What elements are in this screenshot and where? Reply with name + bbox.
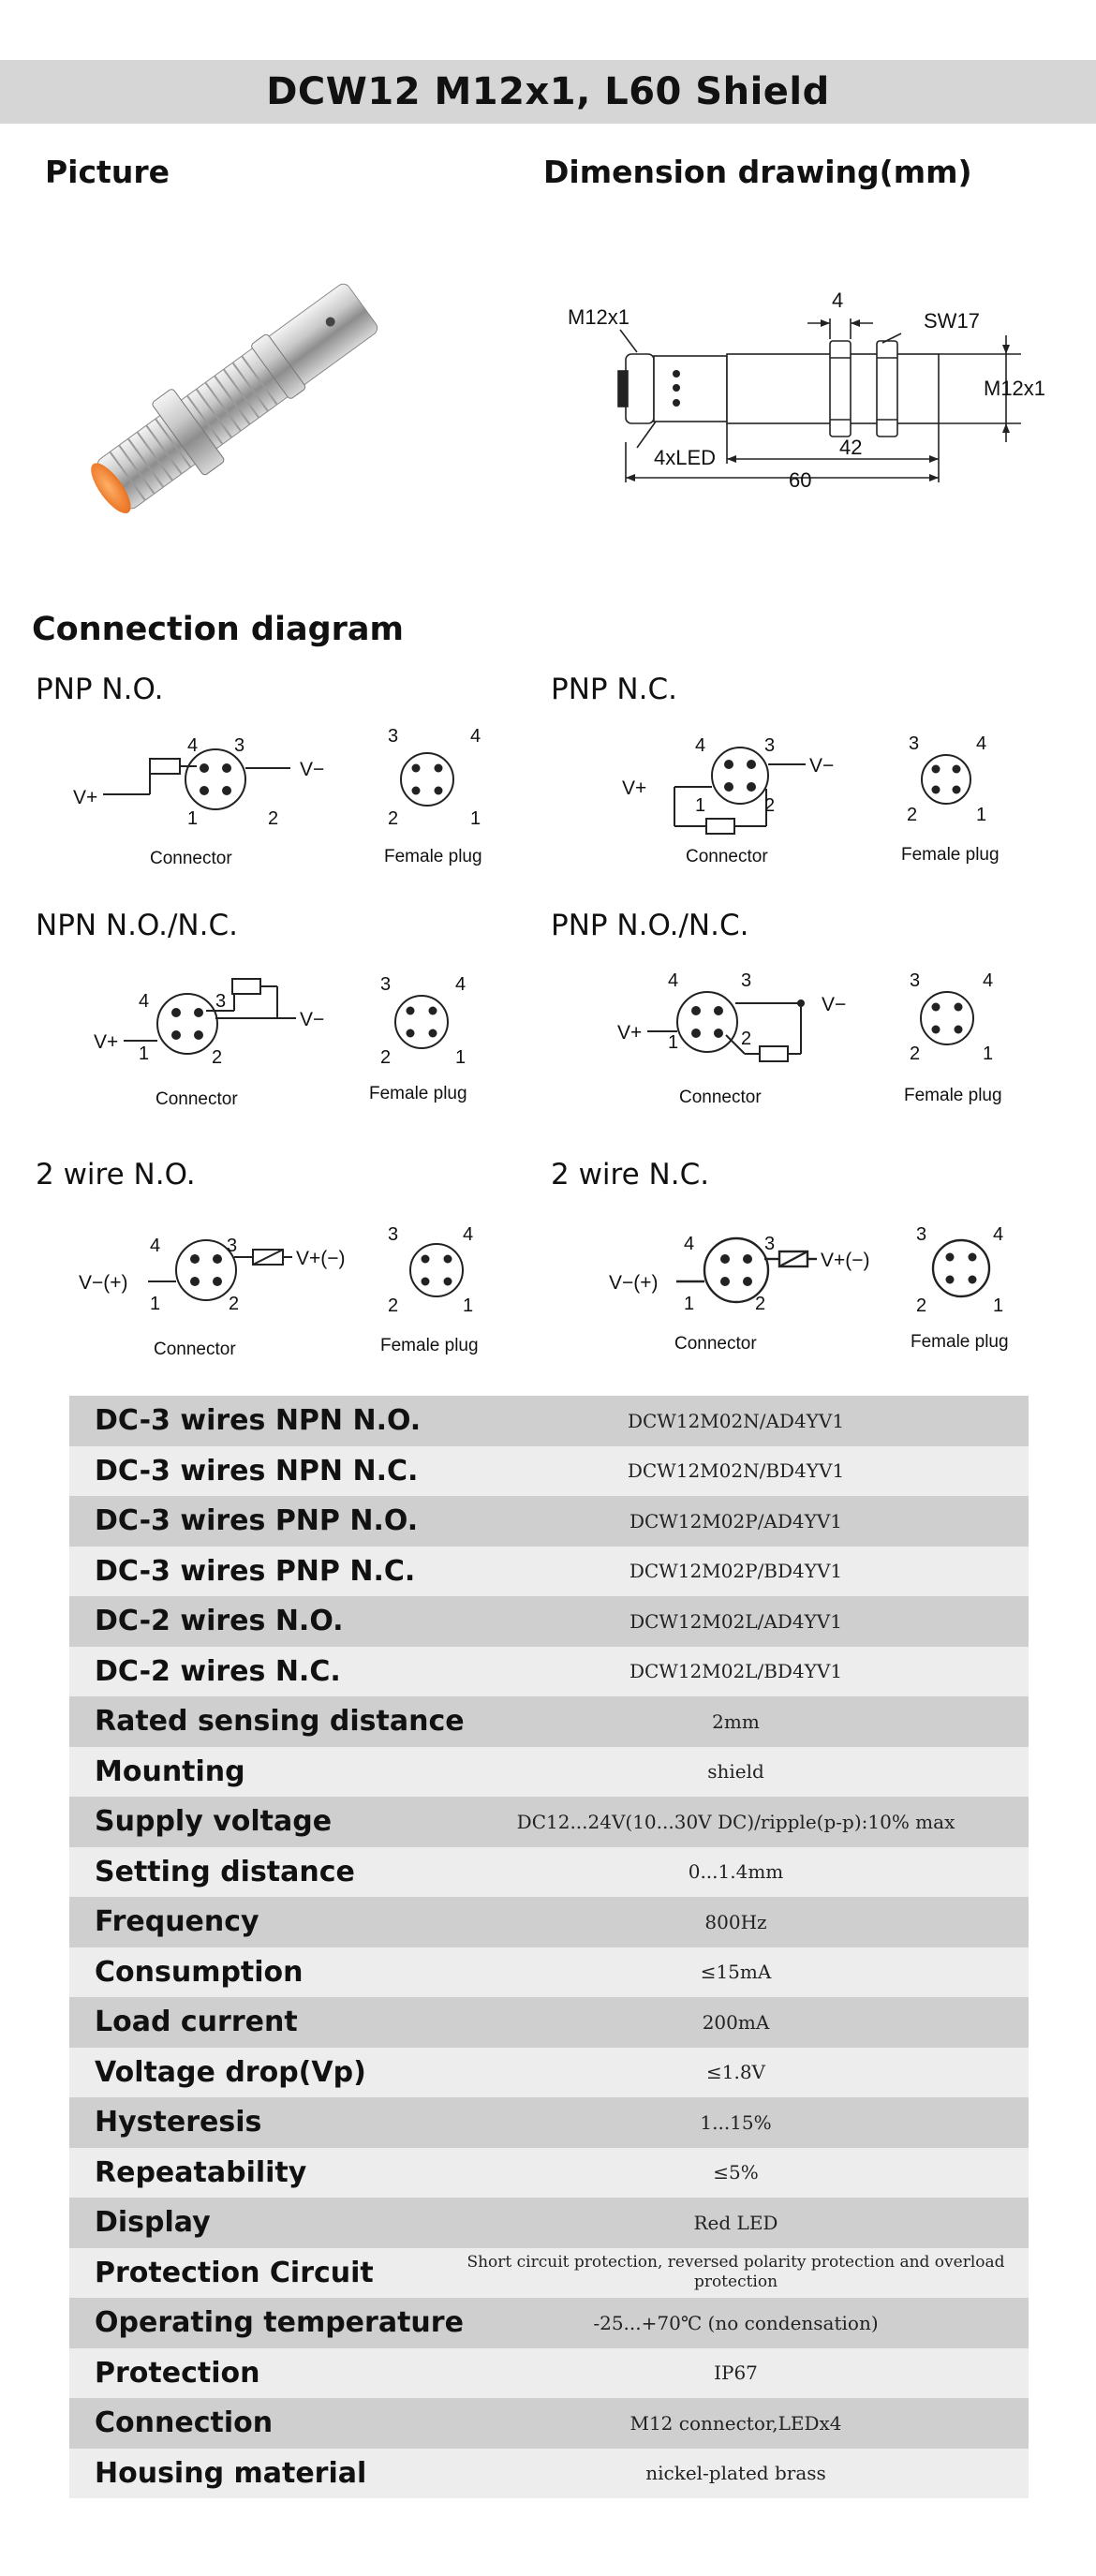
spec-key: Voltage drop(Vp) [69,2048,443,2098]
diagram-2wire-no [75,1218,506,1368]
connector-label: Connector [150,849,232,868]
diagram-pnp-nc [618,731,1059,881]
diagram-npn-nonc [84,970,506,1119]
pin-3: 3 [215,991,227,1012]
dim-thread-right: M12x1 [984,377,1046,400]
dim-nut-width: 4 [832,289,844,312]
label-v-minus-plus: V−(+) [79,1272,128,1294]
spec-key: Supply voltage [69,1797,443,1847]
connector-label: Connector [156,1089,238,1109]
pin-1: 1 [139,1044,150,1064]
plug-pin-1: 1 [976,805,987,825]
spec-value: Red LED [443,2198,1029,2248]
spec-row [69,2097,1029,2148]
diagram-title-pnp-no: PNP N.O. [36,673,164,706]
spec-key: Operating temperature [69,2298,443,2348]
pin-3: 3 [234,735,245,756]
plug-pin-2: 2 [388,1295,399,1316]
spec-row [69,1897,1029,1947]
dim-thread-length: 42 [839,436,863,459]
spec-value: DCW12M02P/AD4YV1 [443,1496,1029,1547]
plug-pin-1: 1 [455,1047,467,1068]
pin-1: 1 [668,1032,679,1053]
pin-4: 4 [150,1236,161,1256]
spec-key: Setting distance [69,1847,443,1898]
plug-pin-1: 1 [993,1295,1004,1316]
spec-value: DCW12M02P/BD4YV1 [443,1547,1029,1597]
spec-key: Load current [69,1997,443,2048]
sensor-photo [75,239,440,520]
plug-pin-3: 3 [388,1224,399,1245]
plug-pin-2: 2 [907,805,918,825]
label-vplus: V+ [73,787,98,808]
pin-4: 4 [187,735,199,756]
pin-1: 1 [150,1294,161,1314]
spec-row [69,2348,1029,2399]
female-plug-label: Female plug [380,1336,479,1355]
connector-label: Connector [679,1088,762,1107]
diagram-2wire-nc [609,1218,1059,1368]
pin-2: 2 [764,795,776,816]
spec-row [69,2449,1029,2499]
spec-row [69,1797,1029,1847]
spec-key: Rated sensing distance [69,1696,443,1747]
spec-key: Repeatability [69,2148,443,2198]
plug-pin-2: 2 [916,1295,927,1316]
plug-pin-4: 4 [976,733,987,754]
female-plug-label: Female plug [904,1086,1002,1105]
connector-label: Connector [154,1340,236,1359]
spec-value: DCW12M02L/AD4YV1 [443,1596,1029,1647]
spec-row [69,2248,1029,2299]
spec-row [69,2148,1029,2198]
spec-row [69,1596,1029,1647]
plug-pin-4: 4 [983,970,994,991]
pin-3: 3 [227,1236,238,1256]
spec-key: DC-3 wires PNP N.C. [69,1547,443,1597]
spec-row [69,1997,1029,2048]
pin-4: 4 [684,1234,695,1254]
spec-table [69,1396,1029,2498]
spec-key: Protection Circuit [69,2248,443,2299]
spec-row [69,1696,1029,1747]
plug-pin-4: 4 [463,1224,474,1245]
plug-pin-1: 1 [463,1295,474,1316]
spec-row [69,1547,1029,1597]
spec-value: DCW12M02N/AD4YV1 [443,1396,1029,1446]
label-vplus: V+ [94,1031,119,1053]
pin-4: 4 [695,735,706,756]
page-title: DCW12 M12x1, L60 Shield [0,60,1096,124]
dim-led: 4xLED [654,446,717,469]
pin-1: 1 [684,1294,695,1314]
label-v-minus-plus: V−(+) [609,1272,659,1294]
pin-1: 1 [695,795,706,816]
spec-value: shield [443,1747,1029,1798]
spec-key: DC-2 wires N.C. [69,1647,443,1697]
female-plug-label: Female plug [384,847,482,866]
dim-total-length: 60 [789,468,812,492]
spec-key: Connection [69,2398,443,2449]
spec-value: Short circuit protection, reversed polarity protection and overload protection [443,2248,1029,2299]
spec-key: Mounting [69,1747,443,1798]
spec-value: ≤5% [443,2148,1029,2198]
pin-2: 2 [741,1029,752,1049]
spec-key: Frequency [69,1897,443,1947]
spec-key: Housing material [69,2449,443,2499]
spec-value: 2mm [443,1696,1029,1747]
spec-key: DC-3 wires NPN N.C. [69,1446,443,1497]
female-plug-label: Female plug [901,845,1000,865]
spec-row [69,1446,1029,1497]
label-vplus: V+ [622,777,647,799]
pin-2: 2 [229,1294,240,1314]
dim-wrench-size: SW17 [924,309,980,333]
diagram-title-npn-nonc: NPN N.O./N.C. [36,909,238,942]
plug-pin-3: 3 [910,970,921,991]
spec-row [69,2398,1029,2449]
diagram-title-pnp-nc: PNP N.C. [551,673,677,706]
dimension-heading: Dimension drawing(mm) [543,154,972,190]
plug-pin-2: 2 [910,1044,921,1064]
spec-row [69,1396,1029,1446]
connector-label: Connector [686,847,768,866]
diagram-pnp-nonc [614,970,1054,1119]
diagram-title-pnp-nonc: PNP N.O./N.C. [551,909,749,942]
spec-row [69,1496,1029,1547]
label-vminus: V− [809,755,835,777]
plug-pin-1: 1 [470,808,481,829]
plug-pin-2: 2 [380,1047,392,1068]
spec-key: Display [69,2198,443,2248]
female-plug-label: Female plug [911,1332,1009,1352]
spec-row [69,1647,1029,1697]
female-plug-label: Female plug [369,1084,467,1103]
pin-4: 4 [668,970,679,991]
label-v-plus-minus: V+(−) [296,1248,346,1269]
pin-3: 3 [741,970,752,991]
label-v-plus-minus: V+(−) [821,1250,870,1271]
diagram-pnp-no [66,726,506,881]
label-vplus: V+ [617,1022,643,1044]
picture-heading: Picture [45,154,170,190]
dim-thread-left: M12x1 [568,305,630,329]
pin-2: 2 [268,808,279,829]
plug-pin-3: 3 [388,726,399,747]
spec-value: -25...+70℃ (no condensation) [443,2298,1029,2348]
spec-value: nickel-plated brass [443,2449,1029,2499]
label-vminus: V− [300,759,325,780]
plug-pin-4: 4 [993,1224,1004,1245]
plug-pin-3: 3 [909,733,920,754]
spec-key: Hysteresis [69,2097,443,2148]
spec-row [69,1947,1029,1998]
spec-row [69,2198,1029,2248]
pin-2: 2 [212,1047,223,1068]
plug-pin-3: 3 [916,1224,927,1245]
spec-key: DC-3 wires PNP N.O. [69,1496,443,1547]
spec-row [69,1747,1029,1798]
pin-3: 3 [764,735,776,756]
spec-value: DC12...24V(10...30V DC)/ripple(p-p):10% max [443,1797,1029,1847]
pin-1: 1 [187,808,199,829]
spec-row [69,2048,1029,2098]
spec-key: Consumption [69,1947,443,1998]
spec-key: DC-3 wires NPN N.O. [69,1396,443,1446]
plug-pin-3: 3 [380,974,392,995]
label-vminus: V− [822,994,847,1015]
spec-value: ≤15mA [443,1947,1029,1998]
spec-value: 200mA [443,1997,1029,2048]
plug-pin-4: 4 [470,726,481,747]
spec-value: 1...15% [443,2097,1029,2148]
spec-row [69,2298,1029,2348]
pin-3: 3 [764,1234,776,1254]
pin-2: 2 [755,1294,766,1314]
connection-heading: Connection diagram [32,611,404,648]
diagram-title-2wire-nc: 2 wire N.C. [551,1158,710,1192]
spec-value: DCW12M02L/BD4YV1 [443,1647,1029,1697]
connector-label: Connector [674,1334,757,1354]
spec-value: M12 connector,LEDx4 [443,2398,1029,2449]
spec-row [69,1847,1029,1898]
diagram-title-2wire-no: 2 wire N.O. [36,1158,196,1192]
spec-value: 800Hz [443,1897,1029,1947]
spec-value: DCW12M02N/BD4YV1 [443,1446,1029,1497]
spec-key: Protection [69,2348,443,2399]
spec-value: IP67 [443,2348,1029,2399]
plug-pin-1: 1 [983,1044,994,1064]
spec-value: 0...1.4mm [443,1847,1029,1898]
plug-pin-4: 4 [455,974,467,995]
dimension-drawing [553,281,1059,496]
label-vminus: V− [300,1009,325,1030]
spec-value: ≤1.8V [443,2048,1029,2098]
pin-4: 4 [139,991,150,1012]
plug-pin-2: 2 [388,808,399,829]
spec-key: DC-2 wires N.O. [69,1596,443,1647]
